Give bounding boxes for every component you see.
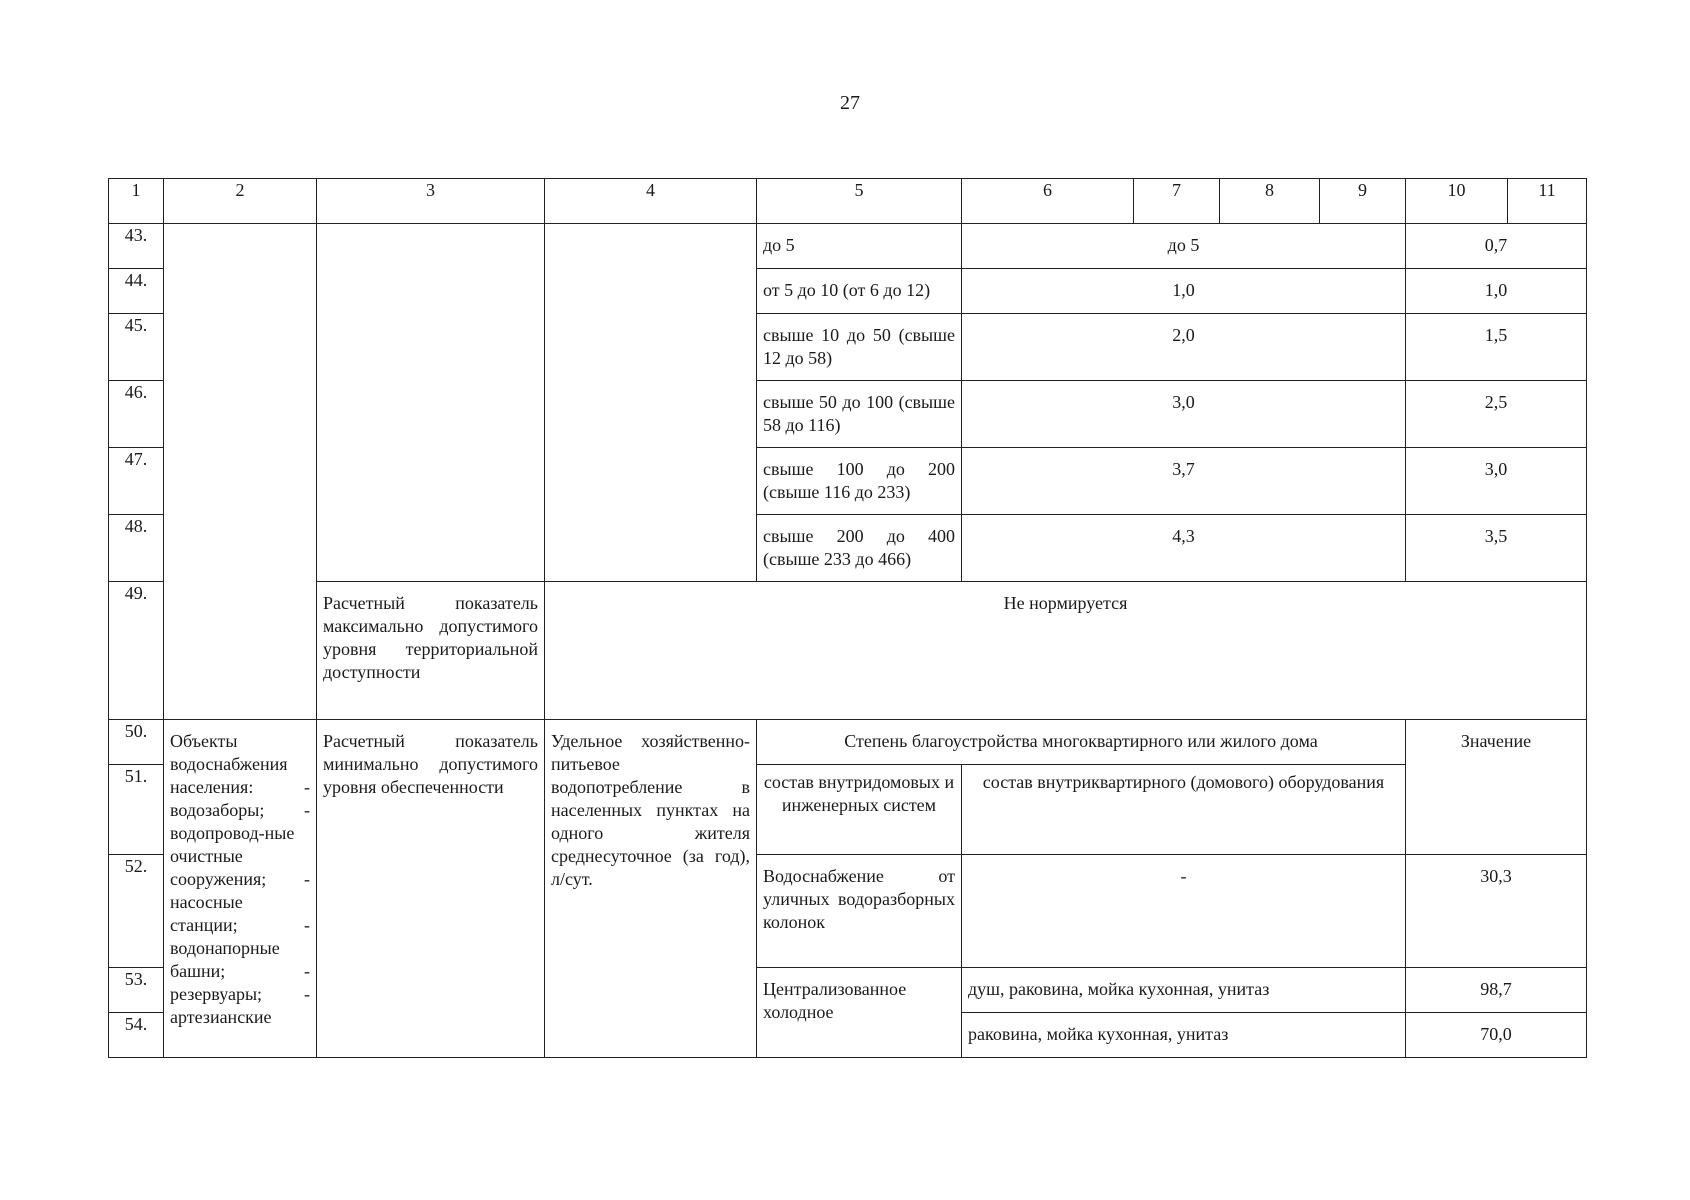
table-row (109, 582, 1587, 720)
empty-cell (317, 224, 545, 582)
empty-cell (545, 224, 757, 582)
supply-type-cell: Централизованное холодное (757, 968, 962, 1058)
row-number: 48. (109, 515, 164, 582)
value-header-cell: Значение (1406, 720, 1587, 855)
table-row (109, 720, 1587, 765)
indicator-cell: Расчетный показатель минимально допустимого уровня обеспеченности (317, 720, 545, 1058)
value-cell: до 5 (962, 224, 1406, 269)
empty-cell (164, 224, 317, 720)
header-cell: 2 (164, 179, 317, 224)
value-cell: 3,0 (962, 381, 1406, 448)
range-cell: свыше 10 до 50 (свыше 12 до 58) (757, 314, 962, 381)
value-cell: 1,0 (962, 269, 1406, 314)
value-cell: 3,7 (962, 448, 1406, 515)
row-number: 51. (109, 765, 164, 855)
header-cell: 8 (1220, 179, 1320, 224)
value-cell: 3,5 (1406, 515, 1587, 582)
indicator-cell: Расчетный показатель максимально допустимого уровня территориальной доступности (317, 582, 545, 720)
value-cell: 2,5 (1406, 381, 1587, 448)
header-cell: 3 (317, 179, 545, 224)
row-number: 54. (109, 1013, 164, 1058)
header-cell: 11 (1508, 179, 1587, 224)
value-cell: 4,3 (962, 515, 1406, 582)
value-cell: 30,3 (1406, 855, 1587, 968)
value-cell: 1,0 (1406, 269, 1587, 314)
equipment-cell: - (962, 855, 1406, 968)
row-number: 47. (109, 448, 164, 515)
equipment-cell: раковина, мойка кухонная, унитаз (962, 1013, 1406, 1058)
header-cell: 9 (1320, 179, 1406, 224)
supply-type-cell: Водоснабжение от уличных водоразборных колонок (757, 855, 962, 968)
header-row (109, 179, 1587, 224)
row-number: 44. (109, 269, 164, 314)
header-cell: 5 (757, 179, 962, 224)
range-cell: свыше 50 до 100 (свыше 58 до 116) (757, 381, 962, 448)
range-cell: свыше 100 до 200 (свыше 116 до 233) (757, 448, 962, 515)
row-number: 45. (109, 314, 164, 381)
row-number: 46. (109, 381, 164, 448)
value-cell: 98,7 (1406, 968, 1587, 1013)
value-cell: 70,0 (1406, 1013, 1587, 1058)
not-regulated-cell: Не нормируется (545, 582, 1587, 720)
row-number: 52. (109, 855, 164, 968)
value-cell: 0,7 (1406, 224, 1587, 269)
header-cell: 4 (545, 179, 757, 224)
range-cell: от 5 до 10 (от 6 до 12) (757, 269, 962, 314)
facility-cell: Объекты водоснабжения населения: - водозаборы; - водопровод-ные очистные сооружения; - насосные станции; - водонапорные башни; - резервуары; - артезианские (164, 720, 317, 1058)
equipment-cell: состав внутриквартирного (домового) оборудования (962, 765, 1406, 855)
header-cell: 7 (1134, 179, 1220, 224)
row-number: 53. (109, 968, 164, 1013)
header-cell: 6 (962, 179, 1134, 224)
table-row (109, 224, 1587, 269)
row-number: 50. (109, 720, 164, 765)
header-cell: 10 (1406, 179, 1508, 224)
range-cell: до 5 (757, 224, 962, 269)
row-number: 43. (109, 224, 164, 269)
value-cell: 1,5 (1406, 314, 1587, 381)
value-cell: 2,0 (962, 314, 1406, 381)
value-cell: 3,0 (1406, 448, 1587, 515)
norms-table (108, 178, 1587, 1058)
parameter-cell: Удельное хозяйственно-питьевое водопотребление в населенных пунктах на одного жителя среднесуточное (за год), л/сут. (545, 720, 757, 1058)
improvement-degree-cell: Степень благоустройства многоквартирного или жилого дома (757, 720, 1406, 765)
row-number: 49. (109, 582, 164, 720)
systems-cell: состав внутридомовых и инженерных систем (757, 765, 962, 855)
header-cell: 1 (109, 179, 164, 224)
range-cell: свыше 200 до 400 (свыше 233 до 466) (757, 515, 962, 582)
page-number: 27 (840, 92, 860, 114)
equipment-cell: душ, раковина, мойка кухонная, унитаз (962, 968, 1406, 1013)
